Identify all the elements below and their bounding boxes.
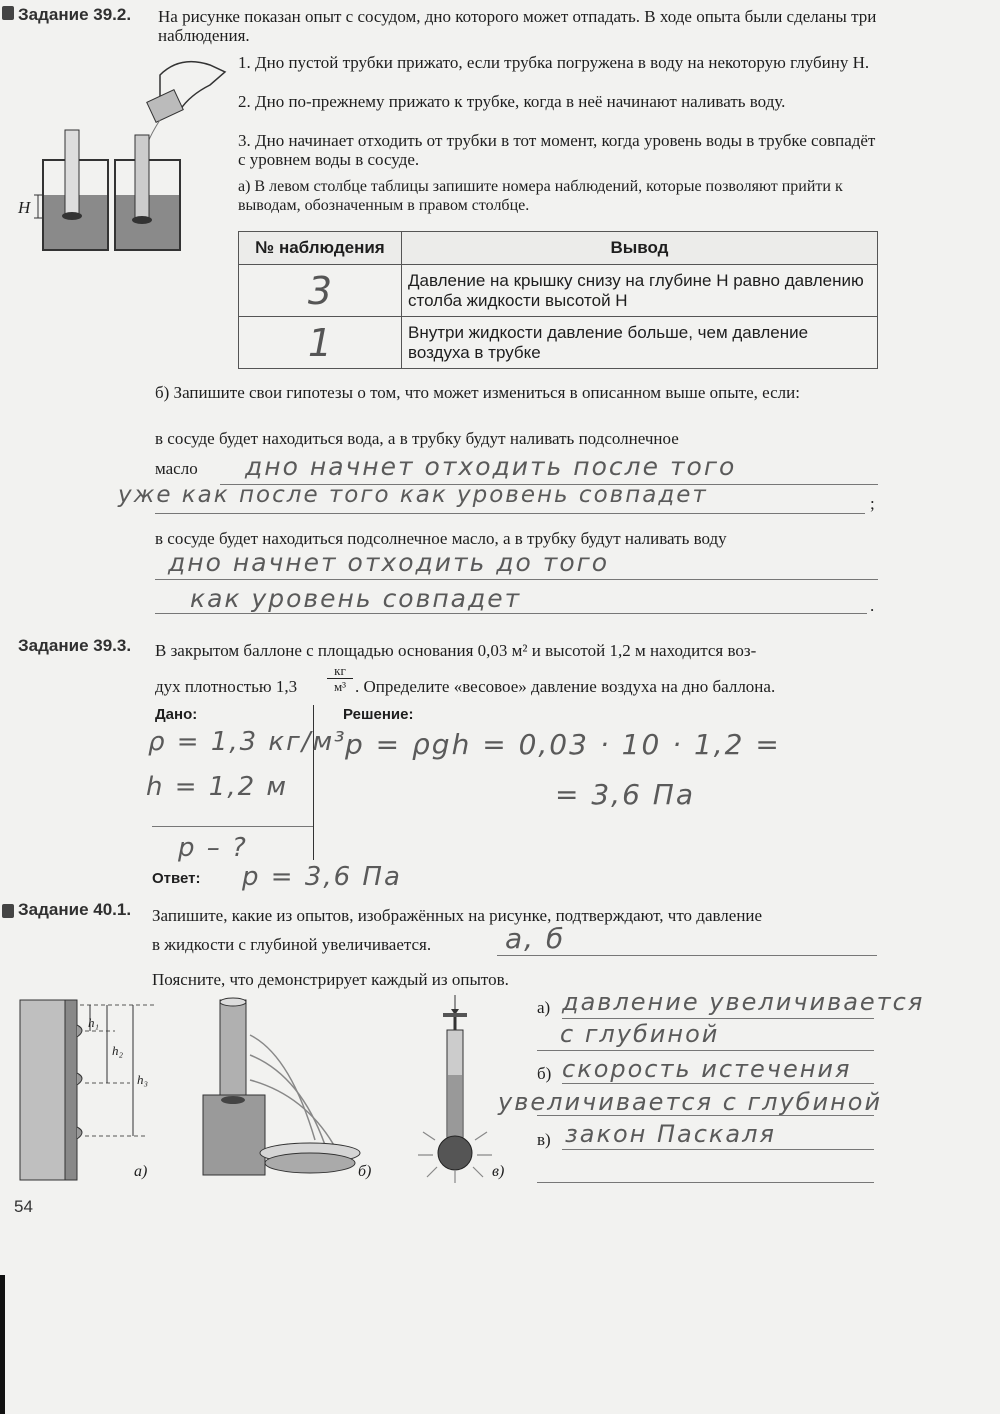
depth-h-label: H [18, 198, 31, 217]
task-39-3-text-2b: . Определите «весовое» давление воздуха на дно баллона. [355, 677, 776, 696]
given-divider [152, 826, 313, 827]
task-40-1-text-2: в жидкости с глубиной увеличивается. [152, 935, 432, 954]
observation-number: 3 [239, 265, 402, 317]
given-height: h = 1,2 м [146, 772, 289, 802]
conclusion-text: Внутри жидкости давление больше, чем давление воздуха в трубке [402, 317, 878, 369]
answer-line [562, 1083, 874, 1084]
given-density: ρ = 1,3 кг/м³ [148, 727, 347, 757]
task-39-3-text-1: В закрытом баллоне с площадью основания 0,03 м² и высотой 1,2 м находится воз- [155, 641, 757, 660]
given-label: Дано: [155, 706, 198, 723]
solution-line-2: = 3,6 Па [555, 778, 696, 811]
observation-2: 2. Дно по-прежнему прижато к трубке, когда в неё начинают наливать воду. [238, 92, 786, 111]
period: . [870, 596, 875, 615]
observations-table [238, 231, 878, 369]
answer-line [497, 955, 877, 956]
answer-line [537, 1050, 874, 1051]
figure-caption-c: в) [492, 1163, 505, 1180]
table-header-number: № наблюдения [239, 232, 402, 265]
handwritten-answer: как уровень совпадет [190, 584, 522, 613]
task-39-3-text-2a: дух плотностью 1,3 [155, 677, 298, 696]
answer-line [562, 1149, 874, 1150]
handwritten-answer: уже как после того как уровень совпадет [118, 482, 708, 508]
answer-line [155, 579, 878, 580]
answer-line [562, 1018, 874, 1019]
solution-label: Решение: [343, 706, 414, 723]
answer-line [537, 1182, 874, 1183]
handwritten-answer: закон Паскаля [565, 1120, 776, 1148]
observation-1: 1. Дно пустой трубки прижато, если трубка погружена в воду на некоторую глубину H. [238, 53, 870, 72]
task-39-3-label: Задание 39.3. [18, 636, 132, 655]
answer-c-label: в) [537, 1130, 551, 1149]
part-a-instruction: а) В левом столбце таблицы запишите номера наблюдений, которые позволяют прийти к выводам, обозначенным в правом столбце. [238, 178, 843, 214]
answer-line [155, 513, 865, 514]
explain-instruction: Поясните, что демонстрирует каждый из опытов. [152, 970, 509, 989]
task-40-1-text-1: Запишите, какие из опытов, изображённых на рисунке, подтверждают, что давление [152, 906, 763, 925]
given-unknown: p – ? [178, 833, 248, 863]
h2-label: h₂ [112, 1043, 124, 1058]
handwritten-answer: дно начнет отходить после того [245, 452, 737, 481]
handwritten-answer: увеличивается с глубиной [498, 1088, 883, 1116]
figure-caption-b: б) [358, 1163, 372, 1180]
observation-number: 1 [239, 317, 402, 369]
figure-caption-a: а) [134, 1163, 148, 1180]
task-39-2-label: Задание 39.2. [18, 5, 132, 24]
part-b-instruction: б) Запишите свои гипотезы о том, что может измениться в описанном выше опыте, если: [155, 383, 800, 402]
solution-line-1: p = ρgh = 0,03 · 10 · 1,2 = [345, 728, 781, 761]
task-marker-icon [2, 6, 14, 20]
table-header-conclusion: Вывод [402, 232, 878, 265]
observation-3: 3. Дно начинает отходить от трубки в тот момент, когда уровень воды в трубке совпадёт с уровнем воды в сосуде. [238, 131, 876, 169]
handwritten-answer: с глубиной [560, 1020, 720, 1048]
unit-denominator: м³ [333, 679, 347, 694]
task-39-2-intro: На рисунке показан опыт с сосудом, дно которого может отпадать. В ходе опыта были сделаны три наблюдения. [158, 7, 877, 45]
handwritten-answer: давление увеличивается [562, 988, 925, 1016]
case-2-text: в сосуде будет находиться подсолнечное масло, а в трубку будут наливать воду [155, 529, 727, 548]
answer-label: Ответ: [152, 870, 201, 887]
case-1-text: в сосуде будет находиться вода, а в трубку будут наливать подсолнечное [155, 429, 679, 448]
handwritten-answer: а, б [505, 922, 566, 955]
handwritten-answer: скорость истечения [562, 1055, 852, 1083]
handwritten-answer: дно начнет отходить до того [168, 548, 610, 577]
answer-a-label: а) [537, 998, 551, 1017]
h1-label: h₁ [88, 1015, 100, 1030]
task-marker-icon [2, 904, 14, 918]
semicolon: ; [870, 494, 875, 513]
answer-b-label: б) [537, 1064, 552, 1083]
h3-label: h₃ [137, 1072, 149, 1087]
case-1-end: масло [155, 459, 198, 478]
task-40-1-label: Задание 40.1. [18, 900, 132, 919]
answer-line [155, 613, 867, 614]
conclusion-text: Давление на крышку снизу на глубине H равно давлению столба жидкости высотой H [402, 265, 878, 317]
answer-value: p = 3,6 Па [242, 862, 402, 892]
table-row [239, 265, 878, 317]
unit-numerator: кг [327, 663, 353, 679]
density-unit-fraction [327, 663, 353, 694]
page-number: 54 [14, 1197, 33, 1216]
scan-edge [0, 1275, 5, 1414]
table-row [239, 317, 878, 369]
beaker-experiment-figure [10, 50, 230, 255]
